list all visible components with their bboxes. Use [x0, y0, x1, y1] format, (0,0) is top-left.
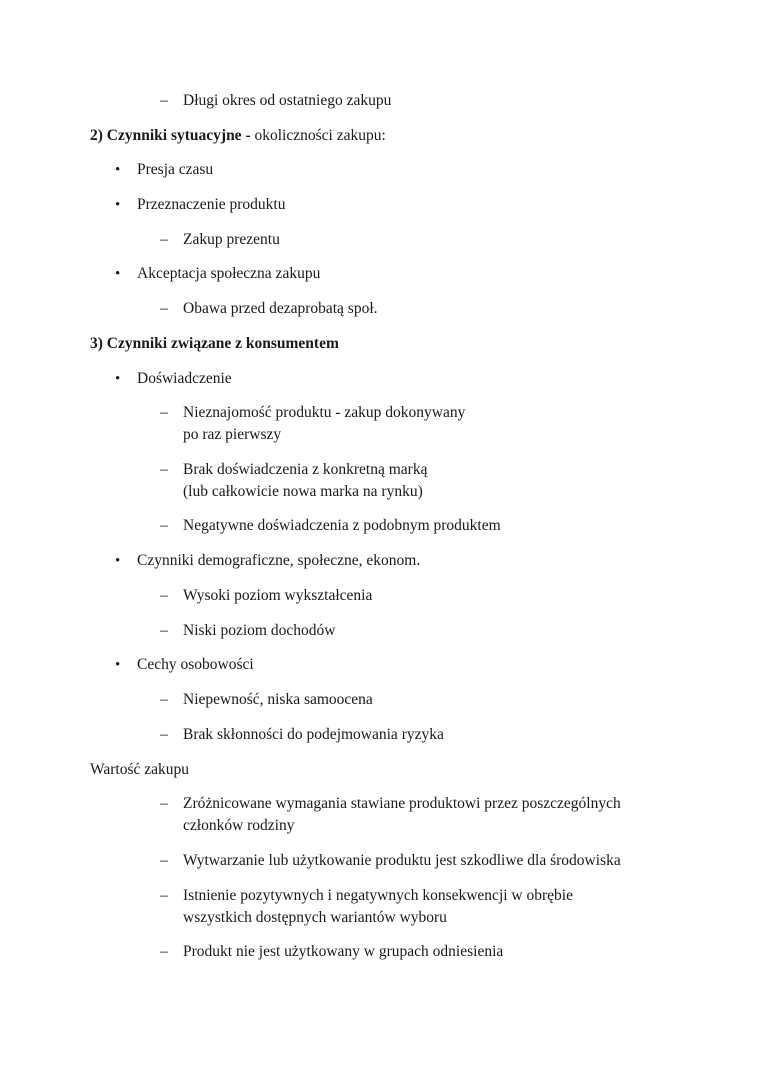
- dash-marker: –: [160, 726, 168, 743]
- list-item: Czynniki demograficzne, społeczne, ekonom.: [137, 552, 421, 569]
- list-item-line: wszystkich dostępnych wariantów wyboru: [183, 909, 447, 926]
- heading-bold: 2) Czynniki sytuacyjne -: [90, 127, 251, 144]
- list-item-line: po raz pierwszy: [183, 426, 282, 443]
- list-item: Wytwarzanie lub użytkowanie produktu jest szkodliwe dla środowiska: [183, 852, 621, 869]
- list-item: Niski poziom dochodów: [183, 622, 336, 639]
- list-item: Wysoki poziom wykształcenia: [183, 587, 373, 604]
- list-item-line: członków rodziny: [183, 817, 295, 834]
- plain-paragraph: Wartość zakupu: [90, 761, 190, 778]
- section-heading: [90, 125, 386, 147]
- dash-marker: –: [160, 461, 168, 478]
- dash-marker: –: [160, 795, 168, 812]
- dash-marker: –: [160, 943, 168, 960]
- dash-marker: –: [160, 231, 168, 248]
- list-item: Negatywne doświadczenia z podobnym produktem: [183, 517, 501, 534]
- list-item-line: Istnienie pozytywnych i negatywnych konsekwencji w obrębie: [183, 887, 573, 904]
- bullet-marker: •: [115, 657, 121, 673]
- list-item: Przeznaczenie produktu: [137, 196, 286, 213]
- dash-marker: –: [160, 622, 168, 639]
- bullet-marker: •: [115, 162, 121, 178]
- list-item: Brak skłonności do podejmowania ryzyka: [183, 726, 444, 743]
- list-item: Długi okres od ostatniego zakupu: [183, 92, 392, 109]
- list-item-line: Zróżnicowane wymagania stawiane produktowi przez poszczególnych: [183, 795, 621, 812]
- list-item: Niepewność, niska samoocena: [183, 691, 373, 708]
- dash-marker: –: [160, 92, 168, 109]
- dash-marker: –: [160, 852, 168, 869]
- bullet-marker: •: [115, 197, 121, 213]
- bullet-marker: •: [115, 266, 121, 282]
- dash-marker: –: [160, 887, 168, 904]
- list-item: Zakup prezentu: [183, 231, 280, 248]
- dash-marker: –: [160, 404, 168, 421]
- list-item: Presja czasu: [137, 161, 214, 178]
- list-item-line: Nieznajomość produktu - zakup dokonywany: [183, 404, 466, 421]
- section-heading: 3) Czynniki związane z konsumentem: [90, 335, 339, 352]
- heading-rest: okoliczności zakupu:: [250, 127, 386, 144]
- list-item-line: (lub całkowicie nowa marka na rynku): [183, 483, 423, 500]
- list-item: Akceptacja społeczna zakupu: [137, 265, 321, 282]
- bullet-marker: •: [115, 553, 121, 569]
- list-item: Produkt nie jest użytkowany w grupach odniesienia: [183, 943, 504, 960]
- list-item-line: Brak doświadczenia z konkretną marką: [183, 461, 428, 478]
- dash-marker: –: [160, 587, 168, 604]
- dash-marker: –: [160, 691, 168, 708]
- bullet-marker: •: [115, 371, 121, 387]
- list-item: Doświadczenie: [137, 370, 232, 387]
- dash-marker: –: [160, 300, 168, 317]
- dash-marker: –: [160, 517, 168, 534]
- list-item: Cechy osobowości: [137, 656, 254, 673]
- list-item: Obawa przed dezaprobatą społ.: [183, 300, 378, 317]
